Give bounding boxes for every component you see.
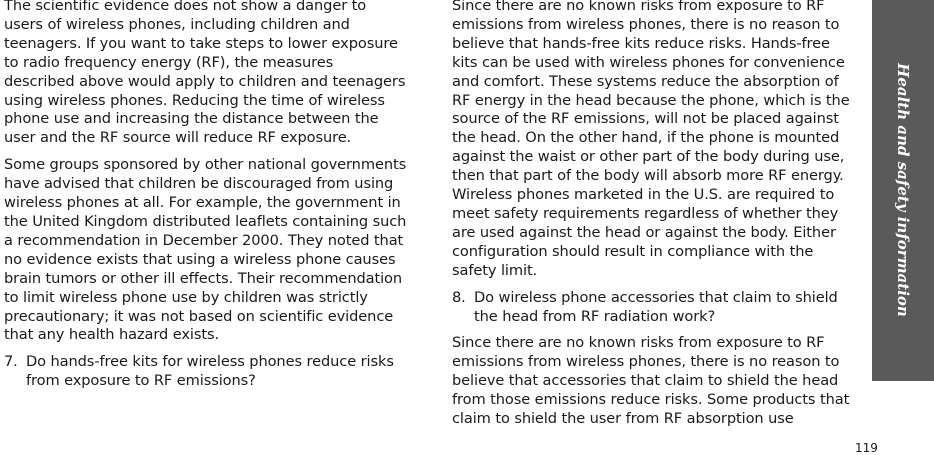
question-7-number: 7. bbox=[4, 353, 18, 371]
question-8-number: 8. bbox=[452, 288, 466, 306]
paragraph-government-advice: Some groups sponsored by other national governments have advised that children be discouraged from using wireless phones at all. For example, the government in the United Kingdom distributed leaflets containing such a recommendation in December 2000. They noted that no evidence exists that using a wireless phone causes brain tumors or other ill effects. Their recommendation to limit wireless phone use by children was strictly precautionary; it was not based on scientific evidence that any health hazard exists. bbox=[4, 156, 407, 344]
question-8 bbox=[452, 289, 858, 327]
paragraph-shield-answer: Since there are no known risks from exposure to RF emissions from wireless phones, there is no reason to believe that accessories that claim to shield the head from those emissions reduce risks. Some products that claim to shield the user from RF absorption use bbox=[452, 334, 850, 428]
right-column bbox=[452, 0, 858, 437]
paragraph-children-rf: The scientific evidence does not show a danger to users of wireless phones, including children and teenagers. If you want to take steps to lower exposure to radio frequency energy (RF), the measures described above would apply to children and teenagers using wireless phones. Reducing the time of wireless phone use and increasing the distance between the user and the RF source will reduce RF exposure. bbox=[4, 0, 406, 147]
left-column bbox=[4, 0, 408, 399]
section-side-tab-label: Health and safety information bbox=[894, 63, 912, 317]
question-8-text: Do wireless phone accessories that claim to shield the head from RF radiation work? bbox=[474, 288, 838, 325]
page-number: 119 bbox=[855, 441, 878, 455]
paragraph-hands-free-answer: Since there are no known risks from exposure to RF emissions from wireless phones, there is no reason to believe that hands-free kits reduce risks. Hands-free kits can be used with wireless phones for convenience and comfort. These systems reduce the absorption of RF energy in the head because the phone, which is the source of the RF emissions, will not be placed against the head. On the other hand, if the phone is mounted against the waist or other part of the body during use, then that part of the body will absorb more RF energy. Wireless phones marketed in the U.S. are required to meet safety requirements regardless of whether they are used against the head or against the body. Either configuration should result in compliance with the safety limit. bbox=[452, 0, 850, 279]
question-7 bbox=[4, 353, 408, 391]
question-7-text: Do hands-free kits for wireless phones reduce risks from exposure to RF emissions? bbox=[26, 353, 394, 390]
